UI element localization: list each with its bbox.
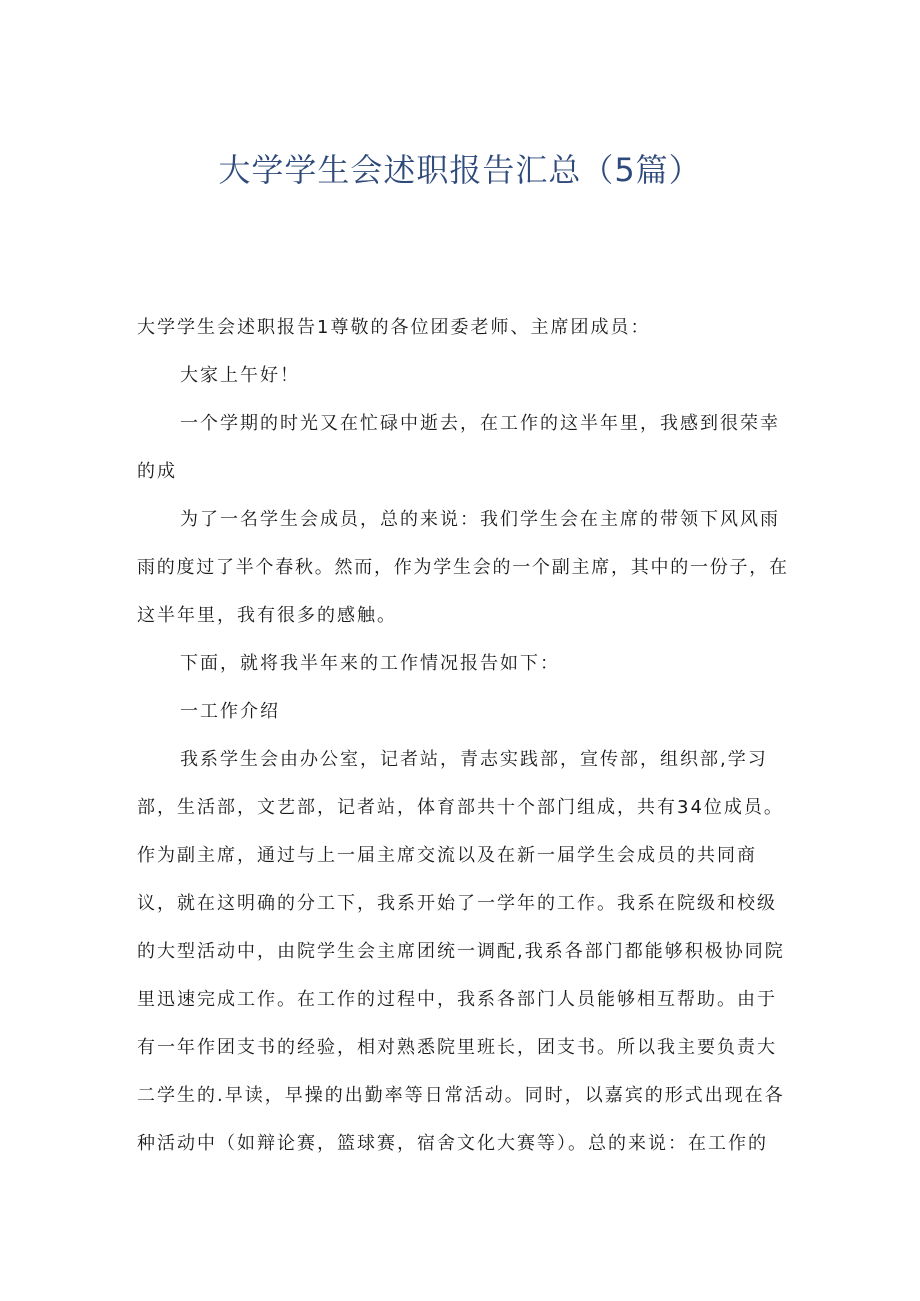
body-line: 部，生活部，文艺部，记者站，体育部共十个部门组成，共有34位成员。 — [137, 797, 784, 818]
body-line: 下面，就将我半年来的工作情况报告如下： — [180, 653, 560, 674]
body-line: 的大型活动中，由院学生会主席团统一调配,我系各部门都能够积极协同院 — [137, 941, 785, 962]
body-line: 里迅速完成工作。在工作的过程中，我系各部门人员能够相互帮助。由于 — [137, 989, 777, 1010]
body-line: 大家上午好！ — [180, 365, 300, 386]
body-line: 这半年里，我有很多的感触。 — [137, 605, 397, 626]
document-body — [137, 304, 792, 1168]
body-line: 二学生的.早读，早操的出勤率等日常活动。同时，以嘉宾的形式出现在各 — [137, 1085, 785, 1106]
body-line: 有一年作团支书的经验，相对熟悉院里班长，团支书。所以我主要负责大 — [137, 1037, 777, 1058]
body-line: 一工作介绍 — [180, 701, 280, 722]
body-line: 我系学生会由办公室，记者站，青志实践部，宣传部，组织部,学习 — [180, 749, 768, 770]
body-line: 为了一名学生会成员，总的来说：我们学生会在主席的带领下风风雨 — [180, 509, 780, 530]
body-line: 雨的度过了半个春秋。然而，作为学生会的一个副主席，其中的一份子，在 — [137, 557, 789, 578]
document-title: 大学学生会述职报告汇总（5篇） — [218, 151, 702, 189]
body-line: 作为副主席，通过与上一届主席交流以及在新一届学生会成员的共同商 — [137, 845, 757, 866]
body-line: 一个学期的时光又在忙碌中逝去，在工作的这半年里，我感到很荣幸 — [180, 413, 780, 434]
body-line: 大学学生会述职报告1尊敬的各位团委老师、主席团成员： — [137, 317, 651, 338]
body-line: 种活动中（如辩论赛，篮球赛，宿舍文化大赛等）。总的来说：在工作的 — [137, 1133, 768, 1154]
body-line: 的成 — [137, 461, 177, 482]
body-line: 议，就在这明确的分工下，我系开始了一学年的工作。我系在院级和校级 — [137, 893, 777, 914]
